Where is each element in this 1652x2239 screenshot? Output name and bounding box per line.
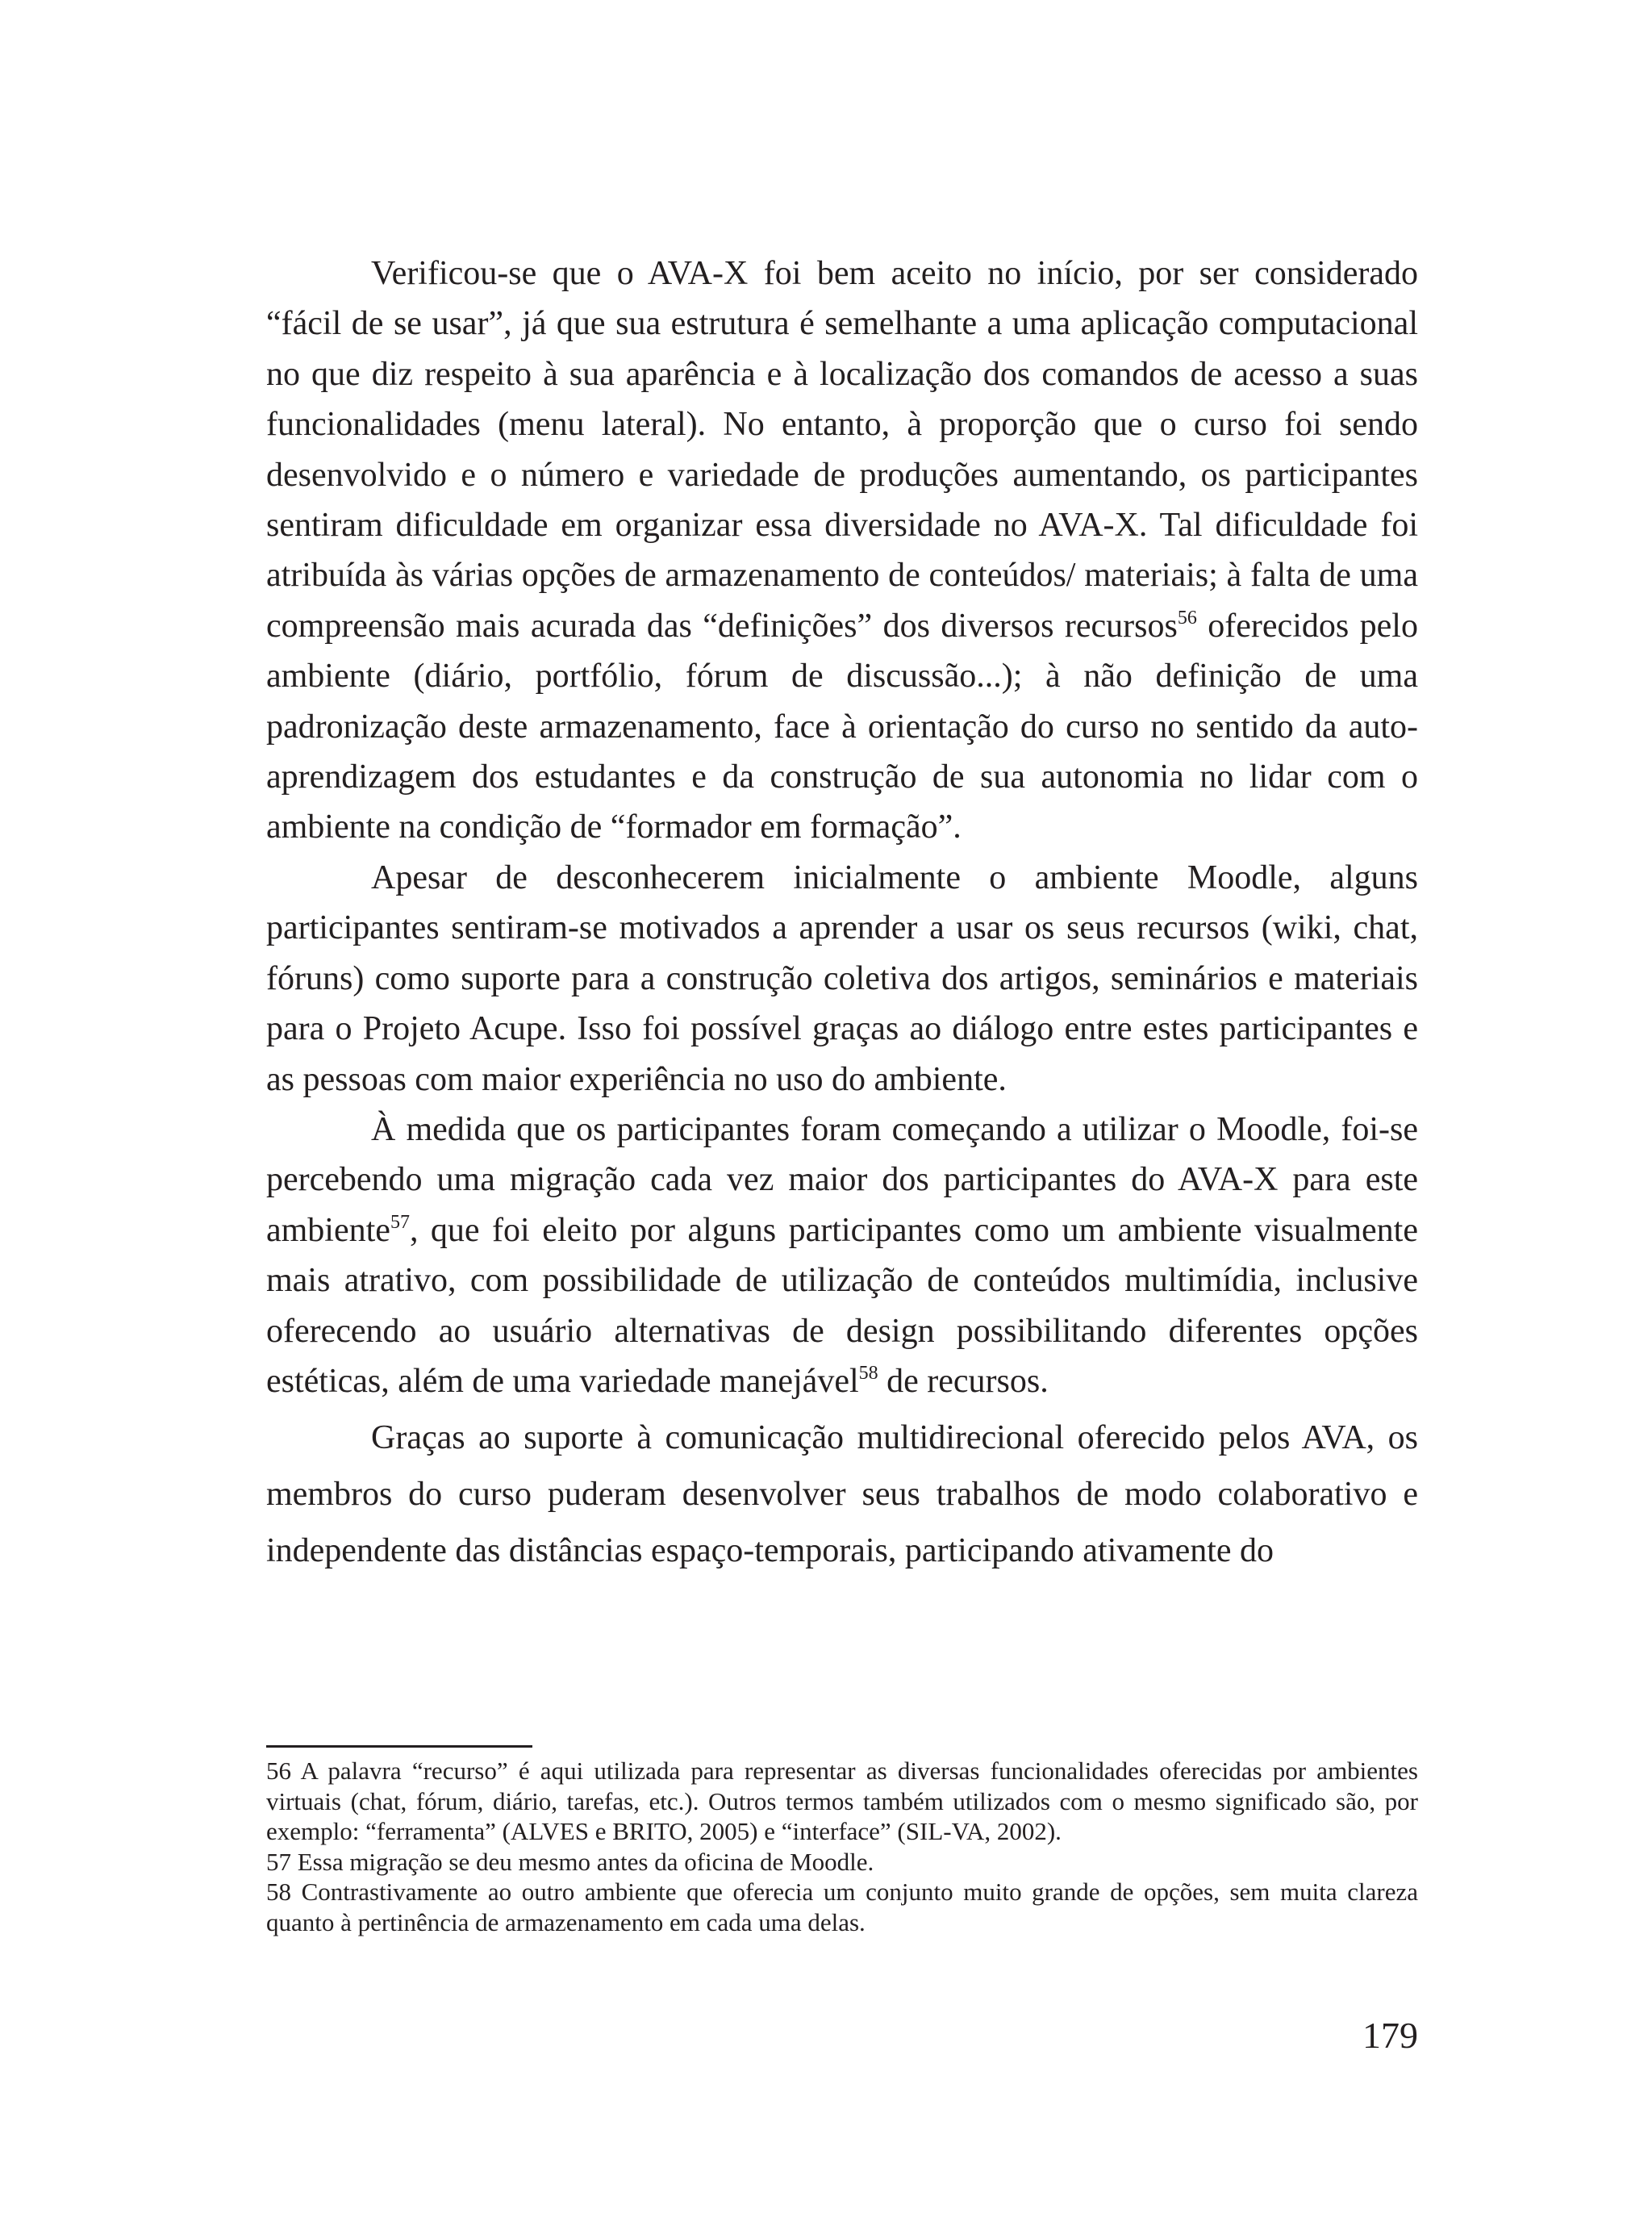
paragraph-3-text-b: , que foi eleito por alguns participantes como um ambiente visualmente mais atrativo, com possibilidade de utilização de conteúdos multimídia, inclusive oferecendo ao usuário alternativas de design possibilitando diferentes opções estéticas, além de uma variedade manejável [266,1211,1418,1400]
footnote-ref-57: 57 [390,1211,410,1233]
paragraph-1 [266,249,1418,853]
footnote-56: 56 A palavra “recurso” é aqui utilizada para representar as diversas funcionalidades oferecidas por ambientes virtuais (chat, fórum, diário, tarefas, etc.). Outros termos também utilizados com o mesmo significado são, por exemplo: “ferramenta” (ALVES e BRITO, 2005) e “interface” (SIL-VA, 2002). [266,1757,1418,1845]
paragraph-2: Apesar de desconhecerem inicialmente o ambiente Moodle, alguns participantes sentiram-se motivados a aprender a usar os seus recursos (wiki, chat, fóruns) como suporte para a construção coletiva dos artigos, seminários e materiais para o Projeto Acupe. Isso foi possível graças ao diálogo entre estes participantes e as pessoas com maior experiência no uso do ambiente. [266,858,1418,1098]
body-text [266,249,1418,1579]
paragraph-3-text-c: de recursos. [878,1362,1049,1400]
page-number: 179 [1362,2015,1418,2056]
paragraph-3-text-a: À medida que os participantes foram começando a utilizar o Moodle, foi-se percebendo uma migração cada vez maior dos participantes do AVA-X para este ambiente [266,1110,1418,1249]
footnote-ref-58: 58 [858,1362,878,1384]
footnote-ref-56: 56 [1177,607,1197,629]
paragraph-3 [266,1105,1418,1406]
paragraph-1-text-b: oferecidos pelo ambiente (diário, portfólio, fórum de discussão...); à não definição de uma padronização deste armazenamento, face à orientação do curso no sentido da auto-aprendizagem dos estudantes e da construção de sua autonomia no lidar com o ambiente na condição de “formador em formação”. [266,607,1418,846]
footnote-divider [266,1745,532,1748]
footnote-57: 57 Essa migração se deu mesmo antes da oficina de Moodle. [266,1847,874,1876]
paragraph-1-text-a: Verificou-se que o AVA-X foi bem aceito no início, por ser considerado “fácil de se usar”, já que sua estrutura é semelhante a uma aplicação computacional no que diz respeito à sua aparência e à localização dos comandos de acesso a suas funcionalidades (menu lateral). No entanto, à proporção que o curso foi sendo desenvolvido e o número e variedade de produções aumentando, os participantes sentiram dificuldade em organizar essa diversidade no AVA-X. Tal dificuldade foi atribuída às várias opções de armazenamento de conteúdos/ materiais; à falta de uma compreensão mais acurada das “definições” dos diversos recursos [266,255,1418,645]
paragraph-4: Graças ao suporte à comunicação multidirecional oferecido pelos AVA, os membros do curso puderam desenvolver seus trabalhos de modo colaborativo e independente das distâncias espaço-temporais, participando ativamente do [266,1419,1418,1570]
footnotes [266,1756,1418,1937]
footnote-58: 58 Contrastivamente ao outro ambiente que oferecia um conjunto muito grande de opções, sem muita clareza quanto à pertinência de armazenamento em cada uma delas. [266,1878,1418,1936]
